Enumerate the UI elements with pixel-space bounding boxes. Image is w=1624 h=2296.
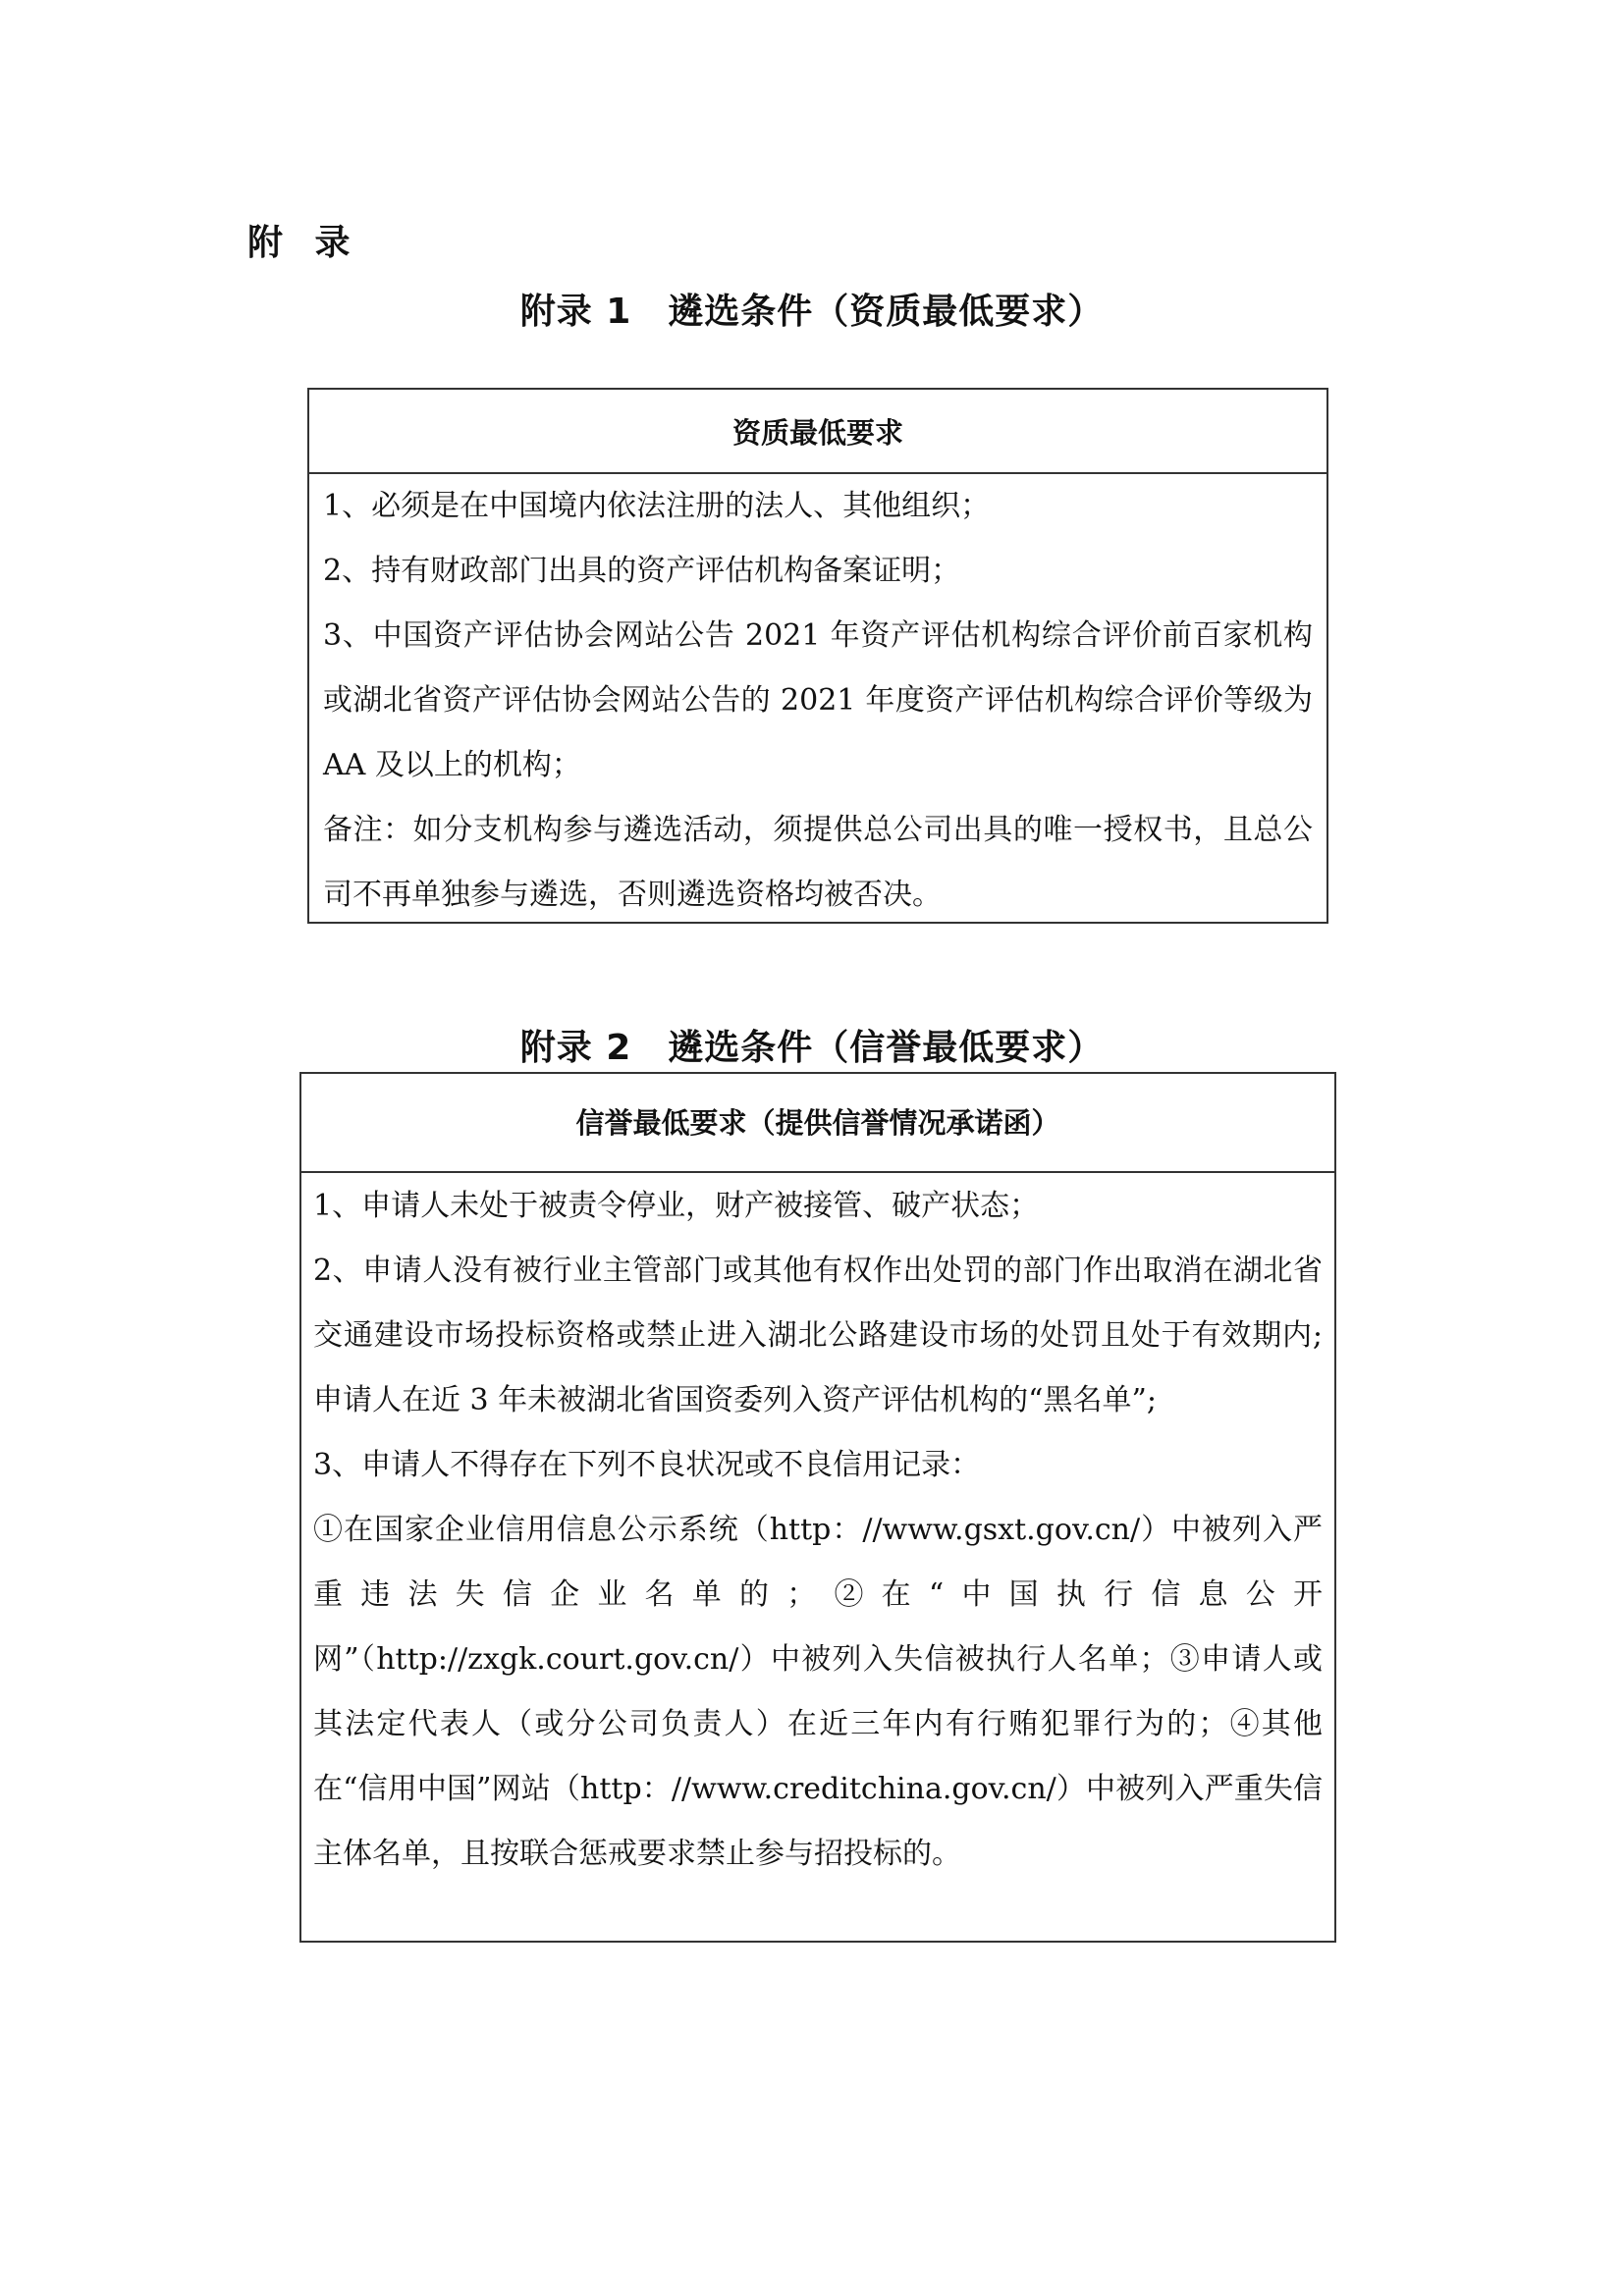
credit-item-3-details: ①在国家企业信用信息公示系统（http：//www.gsxt.gov.cn/）中被列入严重违法失信企业名单的；②在“中国执行信息公开网”（http://zxgk.court.gov.cn/）中被列入失信被执行人名单；③申请人或其法定代表人（或分公司负责人）在近三年内有行贿犯罪行为的；④其他在“信用中国”网站（http：//www.creditchina.gov.cn/）中被列入严重失信主体名单，且按联合惩戒要求禁止参与招投标的。: [313, 1513, 1323, 1871]
qualification-table-header: 资质最低要求: [309, 390, 1326, 474]
credit-table-body: [301, 1173, 1334, 1887]
appendix-1-title: 附录 1 遴选条件（资质最低要求）: [519, 292, 1105, 332]
credit-requirements-table: [299, 1072, 1336, 1943]
qualification-table-body: [309, 474, 1326, 928]
appendix-2-title: 附录 2 遴选条件（信誉最低要求）: [519, 1028, 1105, 1068]
credit-item-3: 3、申请人不得存在下列不良状况或不良信用记录：: [313, 1448, 981, 1482]
page-heading: 附 录: [247, 223, 360, 263]
credit-item-2: 2、申请人没有被行业主管部门或其他有权作出处罚的部门作出取消在湖北省交通建设市场投标资格或禁止进入湖北公路建设市场的处罚且处于有效期内;申请人在近 3 年未被湖北省国资委列入资产评估机构的“黑名单”;: [313, 1254, 1323, 1417]
qualification-requirements-table: [307, 388, 1328, 924]
qualification-item-3: 3、中国资产评估协会网站公告 2021 年资产评估机构综合评价前百家机构或湖北省资产评估协会网站公告的 2021 年度资产评估机构综合评价等级为 AA 及以上的机构；: [323, 618, 1313, 782]
qualification-item-1: 1、必须是在中国境内依法注册的法人、其他组织；: [323, 489, 991, 523]
credit-table-header: 信誉最低要求（提供信誉情况承诺函）: [301, 1074, 1334, 1173]
credit-item-1: 1、申请人未处于被责令停业，财产被接管、破产状态；: [313, 1189, 1040, 1223]
qualification-remark: 备注：如分支机构参与遴选活动，须提供总公司出具的唯一授权书，且总公司不再单独参与遴选，否则遴选资格均被否决。: [323, 813, 1313, 912]
qualification-item-2: 2、持有财政部门出具的资产评估机构备案证明；: [323, 554, 961, 588]
